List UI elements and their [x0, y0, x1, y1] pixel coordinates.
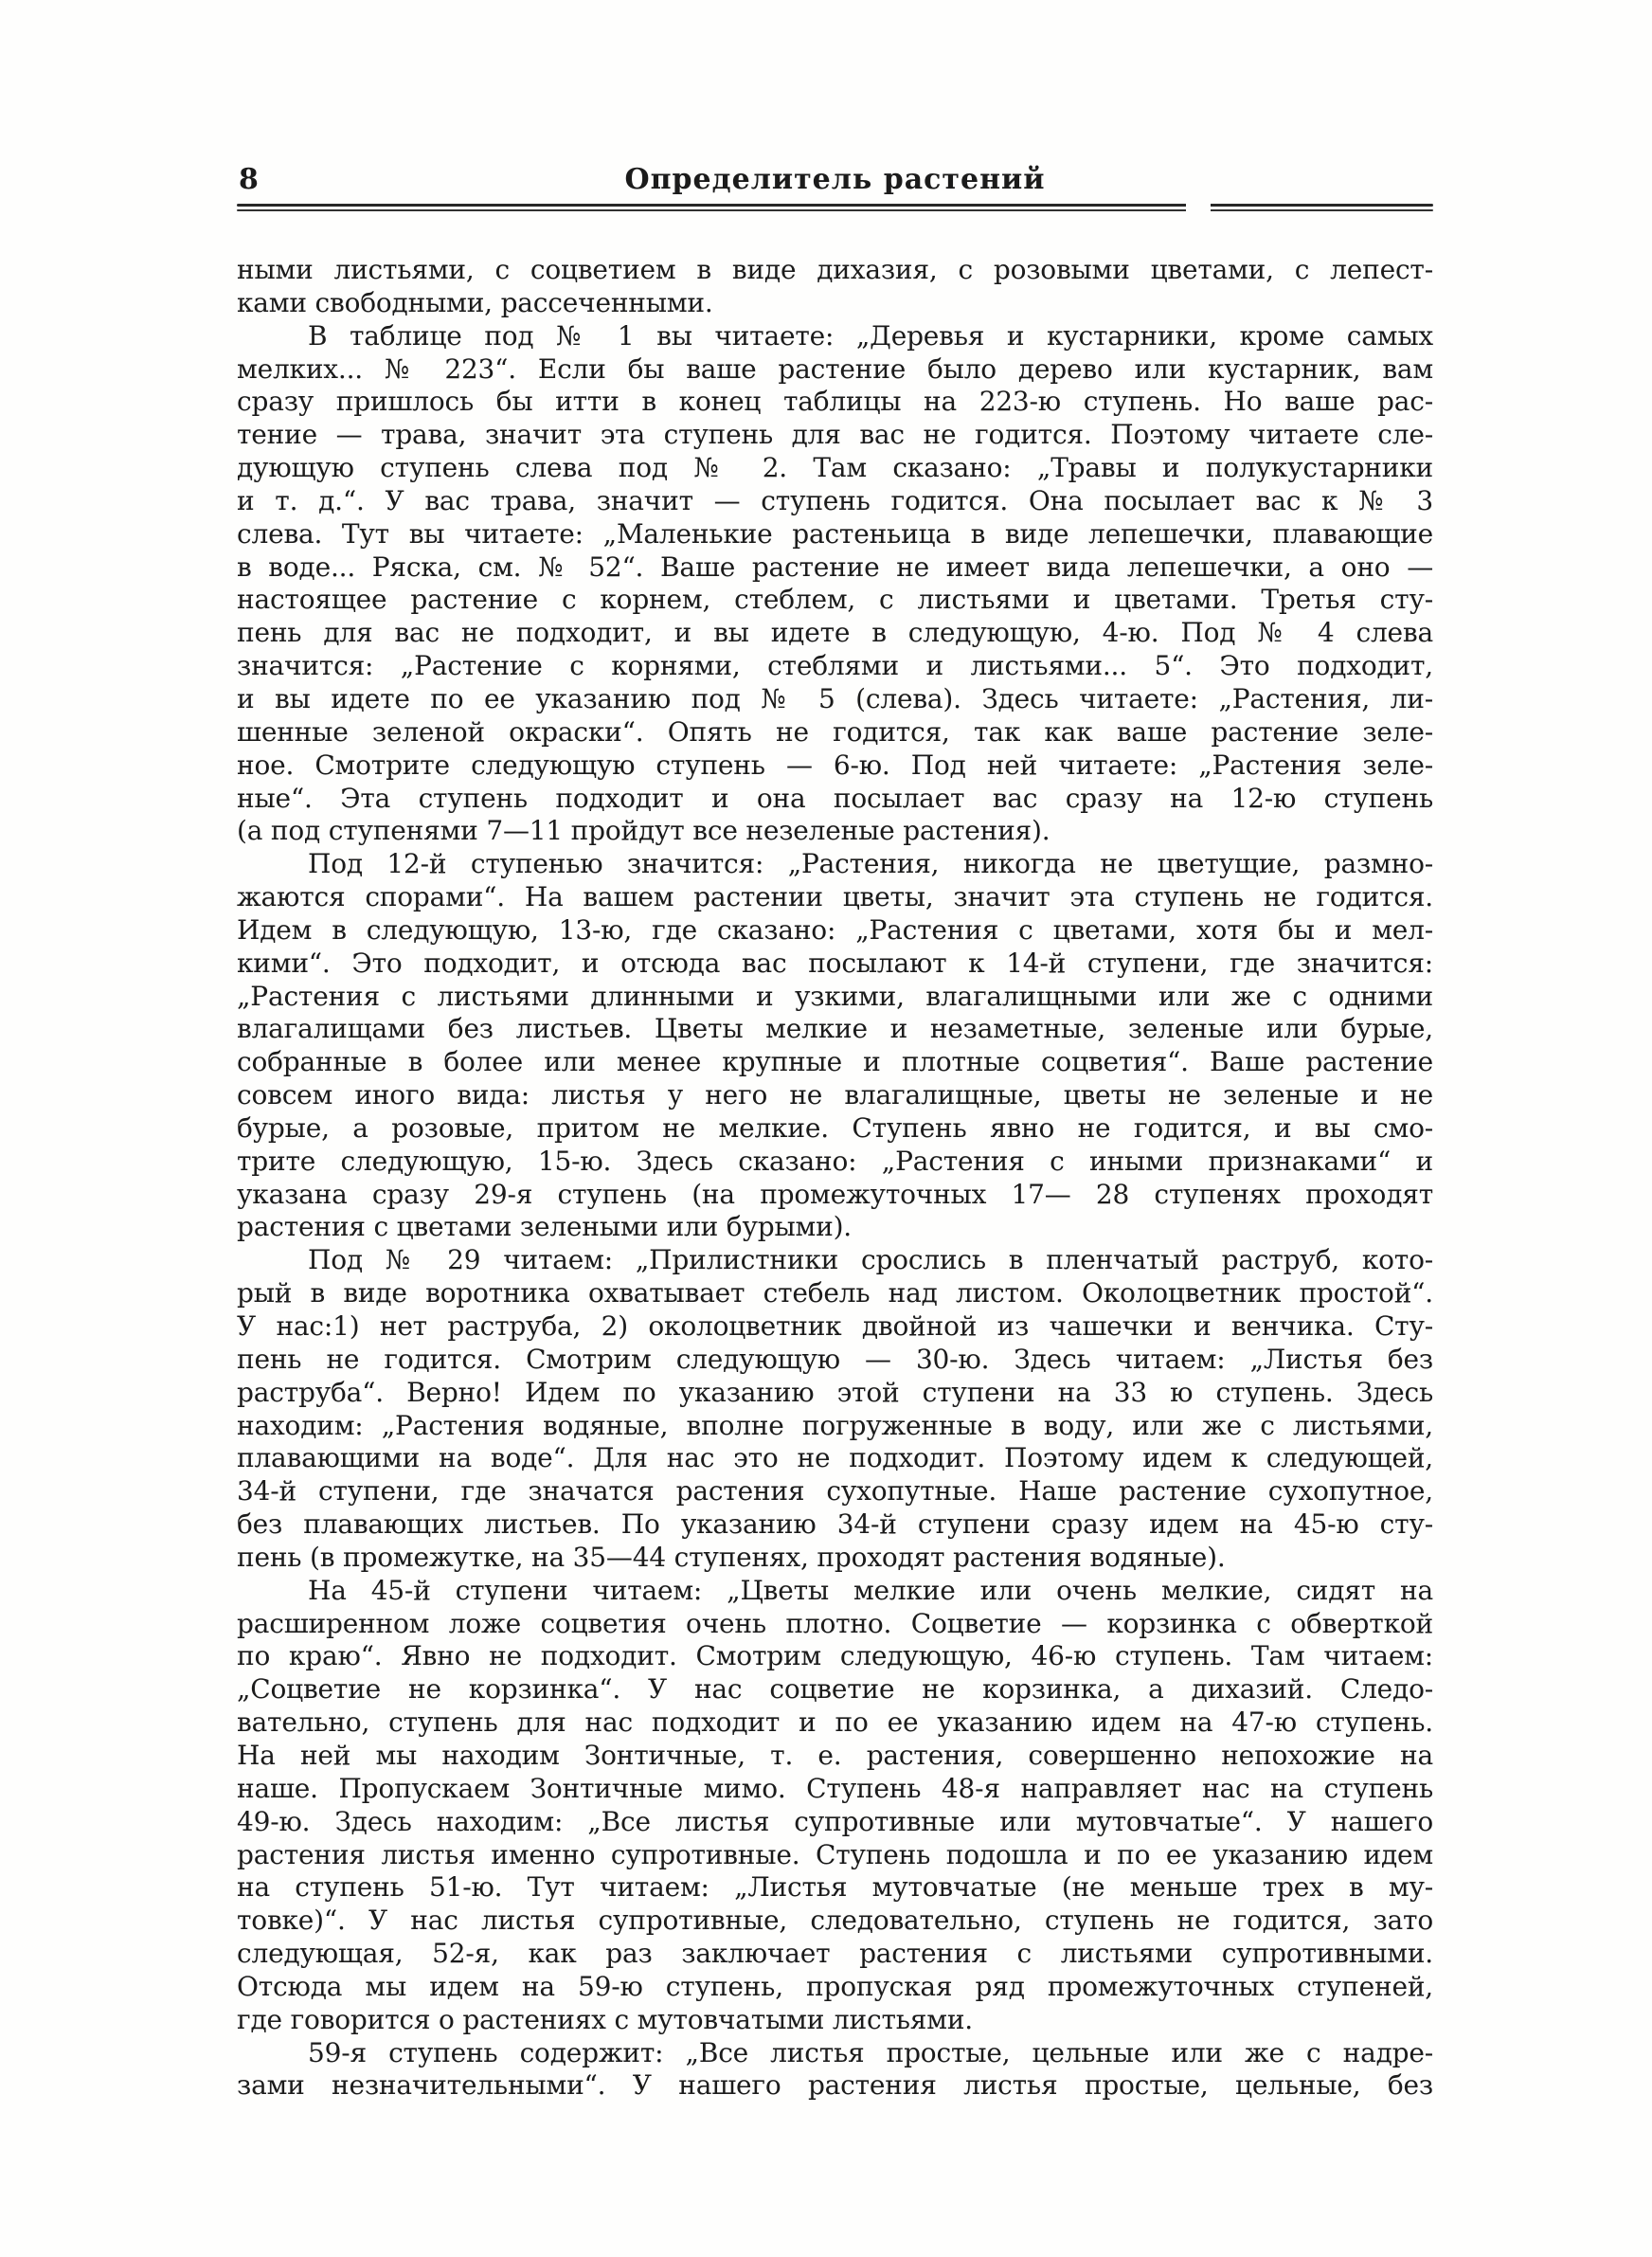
text-line: значится: „Растение с корнями, стеблями и листьями... 5“. Это подходит, [237, 650, 1433, 682]
text-line: растения листья именно супротивные. Ступень подошла и по ее указанию идем [237, 1838, 1433, 1870]
text-line: растения с цветами зелеными или бурыми). [237, 1211, 853, 1243]
text-line: собранные в более или менее крупные и плотные соцветия“. Ваше растение [237, 1046, 1433, 1078]
paragraph [237, 320, 1433, 849]
body-text [237, 254, 1433, 2103]
running-title: Определитель растений [624, 163, 1046, 196]
text-line: жаются спорами“. На вашем растении цветы, значит эта ступень не годится. [237, 881, 1433, 913]
text-line: тение — трава, значит эта ступень для вас не годится. Поэтому читаете сле- [237, 419, 1433, 451]
text-line: наше. Пропускаем Зонтичные мимо. Ступень 48-я направляет нас на ступень [237, 1772, 1433, 1804]
paragraph [237, 1575, 1433, 2037]
text-line: пень (в промежутке, на 35—44 ступенях, проходят растения водяные). [237, 1541, 1226, 1573]
text-line: вательно, ступень для нас подходит и по ее указанию идем на 47-ю ступень. [237, 1706, 1433, 1739]
paragraph [237, 254, 1433, 320]
text-line: плавающими на воде“. Для нас это не подходит. Поэтому идем к следующей, [237, 1442, 1433, 1474]
text-line: в воде... Ряска, см. № 52“. Ваше растение не имеет вида лепешечки, а оно — [237, 551, 1433, 583]
text-line: мелких... № 223“. Если бы ваше растение было дерево или кустарник, вам [237, 352, 1433, 385]
text-line: расширенном ложе соцветия очень плотно. Соцветие — корзинка с обверткой [237, 1607, 1433, 1639]
text-line: и т. д.“. У вас трава, значит — ступень годится. Она посылает вас к № 3 [237, 484, 1433, 516]
text-line: дующую ступень слева под № 2. Там сказано: „Травы и полукустарники [237, 452, 1433, 484]
text-line: Отсюда мы идем на 59-ю ступень, пропуская ряд промежуточных ступеней, [237, 1970, 1433, 2002]
text-line: ное. Смотрите следующую ступень — 6-ю. Под ней читаете: „Растения зеле- [237, 749, 1433, 781]
text-line: трите следующую, 15-ю. Здесь сказано: „Растения с иными признаками“ и [237, 1145, 1433, 1177]
text-line: находим: „Растения водяные, вполне погруженные в воду, или же с листьями, [237, 1409, 1433, 1441]
text-line: товке)“. У нас листья супротивные, следовательно, ступень не годится, зато [237, 1905, 1433, 1937]
text-line: На 45-й ступени читаем: „Цветы мелкие или очень мелкие, сидят на [308, 1574, 1433, 1606]
text-line: 59-я ступень содержит: „Все листья простые, цельные или же с надре- [308, 2036, 1433, 2068]
text-line: „Растения с листьями длинными и узкими, влагалищными или же с одними [237, 980, 1433, 1012]
text-line: слева. Тут вы читаете: „Маленькие растеньица в виде лепешечки, плавающие [237, 517, 1433, 550]
header-rule-top-line [237, 204, 1433, 207]
text-line: где говорится о растениях с мутовчатыми листьями. [237, 2003, 973, 2035]
paragraph [237, 1244, 1433, 1574]
paragraph [237, 848, 1433, 1244]
header-rule [237, 204, 1433, 212]
text-line: следующая, 52-я, как раз заключает растения с листьями супротивными. [237, 1938, 1433, 1970]
paragraph [237, 2037, 1433, 2104]
text-line: указана сразу 29-я ступень (на промежуточных 17— 28 ступенях проходят [237, 1178, 1433, 1210]
text-line: сразу пришлось бы итти в конец таблицы на 223-ю ступень. Но ваше рас- [237, 386, 1433, 418]
text-line: ные“. Эта ступень подходит и она посылает вас сразу на 12-ю ступень [237, 782, 1433, 814]
text-line: (а под ступенями 7—11 пройдут все незеленые растения). [237, 815, 1050, 847]
text-line: рый в виде воротника охватывает стебель над листом. Околоцветник простой“. [237, 1277, 1433, 1309]
text-line: на ступень 51-ю. Тут читаем: „Листья мутовчатые (не меньше трех в му- [237, 1871, 1433, 1904]
header-rule-scan-gap [1186, 203, 1211, 213]
text-line: ными листьями, с соцветием в виде дихазия, с розовыми цветами, с лепест- [237, 254, 1433, 285]
text-line: ками свободными, рассеченными. [237, 286, 713, 318]
text-line: бурые, а розовые, притом не мелкие. Ступень явно не годится, и вы смо- [237, 1111, 1433, 1144]
text-line: зами незначительными“. У нашего растения листья простые, цельные, без [237, 2069, 1433, 2102]
text-line: Под № 29 читаем: „Прилистники срослись в пленчатый раструб, кото- [308, 1244, 1433, 1276]
text-line: без плавающих листьев. По указанию 34-й ступени сразу идем на 45-ю сту- [237, 1508, 1433, 1541]
text-line: по краю“. Явно не подходит. Смотрим следующую, 46-ю ступень. Там читаем: [237, 1640, 1433, 1672]
text-line: пень для вас не подходит, и вы идете в следующую, 4-ю. Под № 4 слева [237, 617, 1433, 649]
text-line: Идем в следующую, 13-ю, где сказано: „Растения с цветами, хотя бы и мел- [237, 913, 1433, 946]
text-line: В таблице под № 1 вы читаете: „Деревья и кустарники, кроме самых [308, 319, 1433, 352]
text-line: „Соцветие не корзинка“. У нас соцветие не корзинка, а дихазий. Следо- [237, 1673, 1433, 1706]
text-line: На ней мы находим Зонтичные, т. е. растения, совершенно непохожие на [237, 1739, 1433, 1771]
text-line: У нас:1) нет раструба, 2) околоцветник двойной из чашечки и венчика. Сту- [237, 1310, 1433, 1342]
text-line: и вы идете по ее указанию под № 5 (слева). Здесь читаете: „Растения, ли- [237, 682, 1433, 714]
header-rule-bottom-line [237, 209, 1433, 211]
text-line: влагалищами без листьев. Цветы мелкие и незаметные, зеленые или бурые, [237, 1013, 1433, 1045]
text-line: совсем иного вида: листья у него не влагалищные, цветы не зеленые и не [237, 1079, 1433, 1111]
text-line: настоящее растение с корнем, стеблем, с листьями и цветами. Третья сту- [237, 584, 1433, 616]
text-line: 49-ю. Здесь находим: „Все листья супротивные или мутовчатые“. У нашего [237, 1805, 1433, 1837]
text-line: Под 12-й ступенью значится: „Растения, никогда не цветущие, размно- [308, 848, 1433, 880]
text-line: 34-й ступени, где значатся растения сухопутные. Наше растение сухопутное, [237, 1475, 1433, 1508]
text-line: раструба“. Верно! Идем по указанию этой ступени на 33 ю ступень. Здесь [237, 1376, 1433, 1408]
text-line: шенные зеленой окраски“. Опять не годится, так как ваше растение зеле- [237, 715, 1433, 748]
text-line: кими“. Это подходит, и отсюда вас посылают к 14-й ступени, где значится: [237, 947, 1433, 979]
page-number: 8 [239, 163, 259, 196]
text-line: пень не годится. Смотрим следующую — 30-ю. Здесь читаем: „Листья без [237, 1343, 1433, 1375]
